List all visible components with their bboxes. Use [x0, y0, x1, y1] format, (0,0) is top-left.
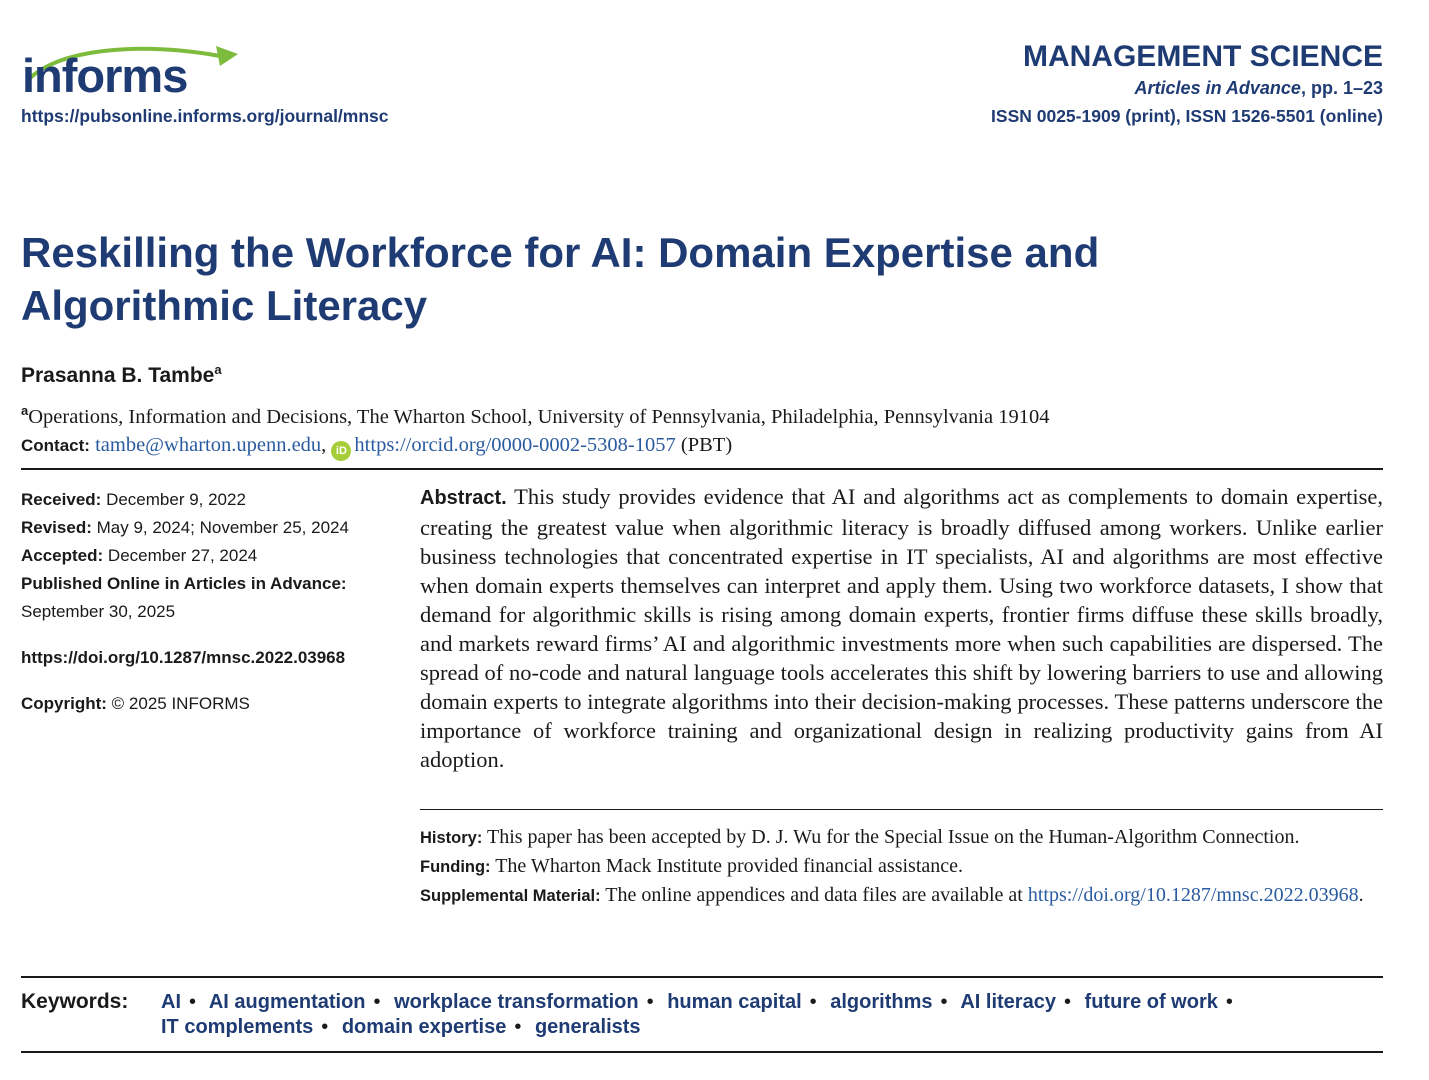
- supplemental-label: Supplemental Material:: [420, 887, 601, 905]
- supplemental-end: .: [1358, 884, 1364, 906]
- funding-text: The Wharton Mack Institute provided financial assistance.: [495, 855, 964, 877]
- orcid-icon: iD: [331, 441, 351, 461]
- received-date: December 9, 2022: [106, 490, 246, 509]
- keyword-item[interactable]: domain expertise: [341, 1016, 507, 1038]
- accepted-date: December 27, 2024: [107, 546, 258, 565]
- supplemental-text: The online appendices and data files are available at: [605, 884, 1023, 906]
- keyword-item[interactable]: generalists: [534, 1016, 641, 1038]
- keyword-separator: •: [514, 1016, 522, 1038]
- abstract-divider: [420, 809, 1383, 810]
- history-note: [420, 823, 1383, 852]
- article-notes: [420, 823, 1383, 910]
- top-divider: [21, 468, 1383, 470]
- abstract-label: Abstract.: [420, 487, 507, 509]
- published-label: Published Online in Articles in Advance:: [21, 574, 347, 593]
- keyword-item[interactable]: IT complements: [161, 1016, 314, 1038]
- keyword-separator: •: [1063, 991, 1071, 1013]
- keyword-separator: •: [646, 991, 654, 1013]
- copyright-label: Copyright:: [21, 694, 107, 713]
- keyword-item[interactable]: algorithms: [830, 991, 933, 1013]
- history-text: This paper has been accepted by D. J. Wu for the Special Issue on the Human-Algorithm Connection.: [486, 826, 1300, 848]
- supplemental-link[interactable]: https://doi.org/10.1287/mnsc.2022.03968: [1027, 884, 1359, 906]
- keywords-label: Keywords:: [21, 990, 129, 1013]
- author-affil-marker: a: [214, 362, 222, 377]
- published-row: [21, 570, 381, 598]
- keywords-list: [161, 990, 1383, 1040]
- received-label: Received:: [21, 490, 102, 509]
- keyword-separator: •: [321, 1016, 329, 1038]
- keyword-separator: •: [940, 991, 948, 1013]
- affiliation-text: Operations, Information and Decisions, The Wharton School, University of Pennsylvania, Philadelphia, Pennsylvania 19104: [28, 405, 1050, 428]
- contact-label: Contact:: [21, 436, 90, 455]
- revised-row: [21, 514, 381, 542]
- affiliation-marker: a: [21, 403, 29, 418]
- abstract-text: This study provides evidence that AI and algorithms act as complements to domain expertise, creating the greatest value when algorithmic literacy is broadly diffused among workers. Unlike earlier business technologies that concentrated expertise in IT specialists, AI and algorithms are most effective when domain experts themselves can interpret and apply them. Using two workforce datasets, I show that demand for algorithmic skills is rising among domain experts, frontier firms diffuse these skills broadly, and markets reward firms’ AI and algorithmic investments more when such capabilities are dispersed. The spread of no-code and natural language tools accelerates this shift by lowering barriers to use and allowing domain experts to integrate algorithms into their decision-making processes. These patterns underscore the importance of workforce training and organizational design in realizing productivity gains from AI adoption.: [420, 484, 1383, 772]
- funding-label: Funding:: [420, 858, 491, 876]
- keyword-item[interactable]: AI augmentation: [208, 991, 366, 1013]
- keywords-top-divider: [21, 976, 1383, 978]
- keyword-item[interactable]: future of work: [1084, 991, 1218, 1013]
- funding-note: [420, 852, 1383, 881]
- orcid-link[interactable]: https://orcid.org/0000-0002-5308-1057: [354, 434, 676, 456]
- revised-label: Revised:: [21, 518, 92, 537]
- page-range: , pp. 1–23: [1300, 78, 1383, 98]
- copyright-text: © 2025 INFORMS: [111, 694, 250, 713]
- doi-link[interactable]: https://doi.org/10.1287/mnsc.2022.03968: [21, 648, 346, 667]
- journal-name: MANAGEMENT SCIENCE: [1022, 40, 1383, 73]
- publication-meta: [21, 486, 381, 718]
- articles-in-advance-label: Articles in Advance: [1134, 78, 1301, 98]
- published-date: September 30, 2025: [21, 602, 176, 621]
- article-title: Reskilling the Workforce for AI: Domain Expertise and Algorithmic Literacy: [21, 229, 1100, 329]
- keyword-item[interactable]: AI literacy: [960, 991, 1056, 1013]
- keyword-separator: •: [373, 991, 381, 1013]
- keyword-separator: •: [1225, 991, 1233, 1013]
- affiliation: [21, 403, 1049, 429]
- copyright-row: [21, 690, 381, 718]
- bottom-divider: [21, 1051, 1383, 1053]
- abstract: [420, 482, 1383, 774]
- revised-dates: May 9, 2024; November 25, 2024: [96, 518, 349, 537]
- received-row: [21, 486, 381, 514]
- accepted-row: [21, 542, 381, 570]
- author-name: [21, 362, 222, 388]
- author-name-text: Prasanna B. Tambe: [21, 364, 215, 387]
- keyword-separator: •: [189, 991, 197, 1013]
- contact-line: Contact: tambe@wharton.upenn.edu, iD https://orcid.org/0000-0002-5308-1057 (PBT): [21, 434, 732, 461]
- issn-line: ISSN 0025-1909 (print), ISSN 1526-5501 (online): [991, 106, 1383, 126]
- keyword-item[interactable]: human capital: [667, 991, 802, 1013]
- informs-logo-text: informs: [22, 49, 188, 102]
- accepted-label: Accepted:: [21, 546, 104, 565]
- journal-url-link[interactable]: https://pubsonline.informs.org/journal/mnsc: [21, 106, 389, 126]
- supplemental-note: [420, 881, 1383, 910]
- history-label: History:: [420, 829, 483, 847]
- articles-in-advance-line: [1135, 78, 1383, 99]
- contact-email-link[interactable]: tambe@wharton.upenn.edu: [95, 434, 322, 456]
- keyword-separator: •: [809, 991, 817, 1013]
- keyword-item[interactable]: AI: [161, 991, 181, 1013]
- keyword-item[interactable]: workplace transformation: [394, 991, 639, 1013]
- contact-initials: (PBT): [680, 434, 733, 456]
